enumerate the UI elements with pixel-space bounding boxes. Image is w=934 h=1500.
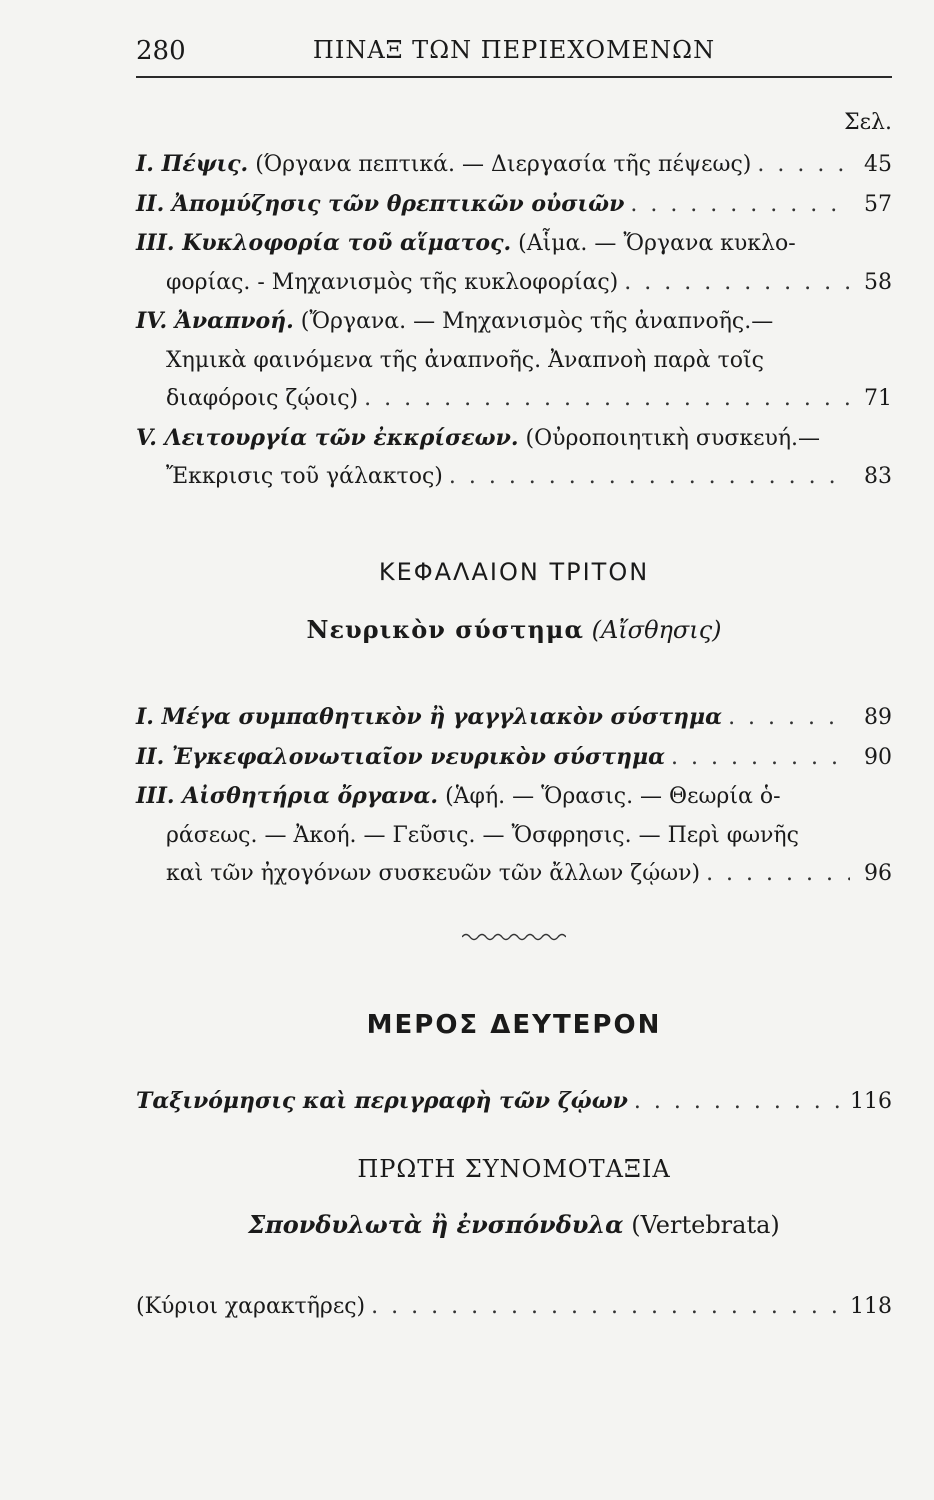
toc-entry[interactable] [136, 302, 892, 419]
dot-leader [728, 699, 850, 738]
toc-page-number: 90 [864, 744, 892, 770]
running-title: ΠΙΝΑΞ ΤΩΝ ΠΕΡΙΕΧΟΜΕΝΩΝ [312, 36, 716, 64]
toc-page-number: 45 [864, 152, 892, 177]
toc-entry[interactable] [136, 419, 892, 497]
page-header [136, 36, 892, 70]
dot-leader [634, 1083, 844, 1122]
toc-entry-title: III. Κυκλοφορία τοῦ αἵματος. [136, 230, 512, 256]
toc-section-4 [136, 1288, 892, 1327]
toc-entry[interactable] [136, 185, 892, 225]
toc-entry-text: (Ἁφή. — Ὅρασις. — Θεωρία ὁ- [445, 784, 781, 809]
toc-entry[interactable] [136, 738, 892, 778]
toc-entry-text: Χημικὰ φαινόμενα τῆς ἀναπνοῆς. Ἀναπνοὴ παρὰ τοῖς [166, 347, 764, 373]
chapter-subtitle-main: Νευρικὸν σύστημα [306, 615, 584, 644]
chapter-subtitle-note: (Αἴσθησις) [591, 616, 722, 644]
toc-entry-title: I. Μέγα συμπαθητικὸν ἢ γαγγλιακὸν σύστημα [136, 704, 723, 730]
toc-entry[interactable] [136, 224, 892, 302]
toc-entry-title: II. Ἐγκεφαλονωτιαῖον νευρικὸν σύστημα [136, 743, 666, 770]
toc-entry-title: III. Αἰσθητήρια ὄργανα. [136, 783, 439, 809]
chapter-subtitle [136, 615, 892, 644]
toc-entry-text: (Όργανα πεπτικά. — Διεργασία τῆς πέψεως) [255, 152, 752, 177]
toc-entry-text: (Αἷμα. — Ὄργανα κυκλο- [518, 231, 796, 256]
toc-section-2 [136, 698, 892, 894]
header-rule [136, 76, 892, 78]
toc-entry[interactable] [136, 777, 892, 894]
chapter-heading: ΚΕΦΑΛΑΙΟΝ ΤΡΙΤΟΝ [378, 558, 650, 586]
toc-page-number: 83 [864, 464, 892, 489]
toc-section-3 [136, 1082, 892, 1122]
toc-entry-text: (Οὐροποιητικὴ συσκευή.— [525, 425, 821, 451]
dot-leader [371, 1288, 844, 1327]
toc-entry-text: ράσεως. — Ἀκοή. — Γεῦσις. — Ὄσφρησις. — Περὶ φωνῆς [166, 822, 799, 848]
toc-entry-title: II. Ἀπομύζησις τῶν θρεπτικῶν οὐσιῶν [136, 190, 625, 217]
dot-leader [706, 855, 850, 894]
toc-entry[interactable] [136, 1288, 892, 1327]
toc-section-1 [136, 145, 892, 497]
ornament-divider [462, 932, 566, 942]
dot-leader [671, 739, 850, 778]
toc-entry-title: V. Λειτουργία τῶν ἐκκρίσεων. [136, 424, 519, 451]
toc-page-number: 71 [864, 386, 892, 411]
toc-entry[interactable] [136, 1082, 892, 1122]
dot-leader [624, 264, 850, 303]
part-heading: ΜΕΡΟΣ ΔΕΥΤΕΡΟΝ [366, 1010, 662, 1040]
toc-page-number: 96 [864, 861, 892, 886]
page-column-label: Σελ. [844, 110, 892, 135]
toc-page-number: 57 [864, 191, 892, 217]
dot-leader [364, 380, 850, 419]
toc-entry-text: καὶ τῶν ἠχογόνων συσκευῶν τῶν ἄλλων ζῴων) [166, 861, 701, 886]
dot-leader [757, 146, 850, 185]
dot-leader [449, 458, 850, 497]
toc-entry[interactable] [136, 698, 892, 738]
page-number: 280 [136, 36, 186, 66]
toc-entry-text: Ἔκκρισις τοῦ γάλακτος) [166, 464, 443, 489]
subphylum-latin: (Vertebrata) [631, 1211, 780, 1239]
toc-entry[interactable] [136, 145, 892, 185]
toc-entry-title: I. Πέψις. [136, 151, 249, 177]
toc-entry-text: διαφόροις ζῴοις) [166, 386, 359, 411]
toc-page-number: 58 [864, 269, 892, 295]
subphylum-greek: Σπονδυλωτὰ ἢ ἐνσπόνδυλα [248, 1210, 624, 1239]
toc-entry-title: IV. Ἀναπνοή. [136, 308, 294, 334]
toc-page-number: 118 [850, 1294, 892, 1319]
toc-entry-title: Ταξινόμησις καὶ περιγραφὴ τῶν ζῴων [136, 1088, 628, 1114]
toc-entry-title: (Κύριοι χαρακτῆρες) [136, 1294, 366, 1319]
toc-page-number: 116 [850, 1089, 892, 1114]
toc-entry-text: φορίας. - Μηχανισμὸς τῆς κυκλοφορίας) [166, 269, 619, 295]
toc-entry-text: (Ὄργανα. — Μηχανισμὸς τῆς ἀναπνοῆς.— [300, 309, 774, 334]
subphylum-heading [136, 1210, 892, 1239]
phylum-heading: ΠΡΩΤΗ ΣΥΝΟΜΟΤΑΞΙΑ [357, 1155, 671, 1183]
dot-leader [630, 186, 850, 225]
toc-page-number: 89 [864, 705, 892, 730]
